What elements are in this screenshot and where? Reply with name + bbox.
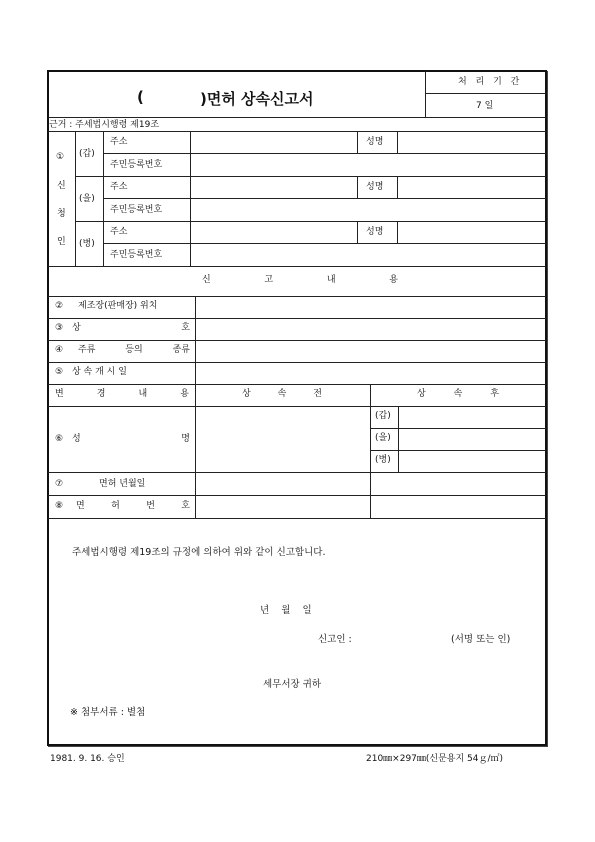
heir-tag: (병) xyxy=(375,455,391,465)
heir-byeong-name-field[interactable] xyxy=(399,451,545,471)
item-label-name xyxy=(72,435,190,444)
item-label-start-date: 상 속 개 시 일 xyxy=(72,367,127,377)
heir-eul-name-field[interactable] xyxy=(399,429,545,449)
applicant-tag: (병) xyxy=(79,239,95,249)
applicant-label-char: 신 xyxy=(57,181,66,191)
heir-tag: (을) xyxy=(375,433,391,443)
label-char: 상 xyxy=(72,323,81,333)
addressee: 세무서장 귀하 xyxy=(263,679,322,690)
name-label: 성명 xyxy=(366,227,384,237)
label-char: 허 xyxy=(111,501,120,511)
header-char: 경 xyxy=(96,389,106,399)
header-char: 전 xyxy=(313,389,322,399)
header-char: 상 xyxy=(242,389,251,399)
applicant-gap-address-field[interactable] xyxy=(191,132,356,152)
divider xyxy=(425,71,426,117)
form-title: )면허 상속신고서 xyxy=(200,90,314,108)
approval-date: 1981. 9. 16. 승인 xyxy=(50,754,125,764)
label-char: 종류 xyxy=(172,345,190,355)
location-field[interactable] xyxy=(196,297,545,317)
name-before-field[interactable] xyxy=(196,407,369,471)
applicant-eul-name-field[interactable] xyxy=(398,177,545,197)
applicant-byeong-rrn-field[interactable] xyxy=(191,244,545,265)
label-char: 등의 xyxy=(125,345,143,355)
header-char: 후 xyxy=(490,389,499,399)
declarant-field[interactable] xyxy=(368,630,448,648)
address-label: 주소 xyxy=(110,227,128,237)
label-char: 호 xyxy=(181,501,190,511)
applicant-gap-rrn-field[interactable] xyxy=(191,154,545,175)
applicant-eul-address-field[interactable] xyxy=(191,177,356,197)
item-number: ⑥ xyxy=(55,434,64,444)
name-label: 성명 xyxy=(366,182,384,192)
item-number: ⑦ xyxy=(55,479,64,489)
applicant-tag: (을) xyxy=(79,194,95,204)
heir-gap-name-field[interactable] xyxy=(399,407,545,427)
trade-name-field[interactable] xyxy=(196,319,545,339)
header-char: 속 xyxy=(277,389,287,399)
applicant-tag: (갑) xyxy=(79,149,95,159)
applicant-byeong-name-field[interactable] xyxy=(398,222,545,242)
applicant-label-char: 인 xyxy=(57,237,66,247)
item-number: ⑧ xyxy=(55,501,64,511)
license-date-after-field[interactable] xyxy=(371,473,545,494)
item-label-location: 제조장(판매장) 위치 xyxy=(78,301,158,311)
item-number: ③ xyxy=(55,323,64,333)
divider xyxy=(48,518,546,519)
processing-period-value: 7 일 xyxy=(476,101,494,111)
divider xyxy=(357,131,358,153)
legal-basis: 근거 : 주세법시행령 제19조 xyxy=(49,120,160,130)
header-char: 용 xyxy=(389,275,398,285)
item-label-license-date: 면허 년월일 xyxy=(99,479,146,489)
paper-spec: 210㎜×297㎜(신문용지 54ｇ/㎡) xyxy=(366,754,504,764)
address-label: 주소 xyxy=(110,182,128,192)
name-label: 성명 xyxy=(366,137,384,147)
liquor-type-field[interactable] xyxy=(196,341,545,361)
header-char: 내 xyxy=(326,275,336,285)
address-label: 주소 xyxy=(110,137,128,147)
item-number: ⑤ xyxy=(55,367,64,377)
applicant-byeong-address-field[interactable] xyxy=(191,222,356,242)
after-header xyxy=(417,390,499,399)
divider xyxy=(48,384,546,385)
applicant-gap-name-field[interactable] xyxy=(398,132,545,152)
divider xyxy=(48,117,546,118)
divider xyxy=(357,176,358,198)
header-char: 변 xyxy=(55,389,64,399)
applicant-number: ① xyxy=(56,152,65,162)
heir-tag: (갑) xyxy=(375,411,391,421)
applicant-label-char: 청 xyxy=(57,209,66,219)
rrn-label: 주민등록번호 xyxy=(110,250,163,260)
license-date-before-field[interactable] xyxy=(196,473,369,494)
item-number: ④ xyxy=(55,345,64,355)
divider xyxy=(48,266,546,267)
title-paren-open: ( xyxy=(137,88,144,106)
header-char: 상 xyxy=(417,389,426,399)
license-no-after-field[interactable] xyxy=(371,496,545,517)
license-no-before-field[interactable] xyxy=(196,496,369,517)
divider xyxy=(425,93,546,94)
attachment-note: ※ 첨부서류 : 별첨 xyxy=(70,707,146,718)
header-char: 속 xyxy=(453,389,463,399)
rrn-label: 주민등록번호 xyxy=(110,205,163,215)
declarant-label: 신고인 : xyxy=(318,634,352,645)
label-char: 주류 xyxy=(78,345,96,355)
applicant-eul-rrn-field[interactable] xyxy=(191,199,545,220)
header-char: 고 xyxy=(264,275,274,285)
rrn-label: 주민등록번호 xyxy=(110,160,163,170)
item-number: ② xyxy=(55,301,64,311)
date-line: 년 월 일 xyxy=(260,605,312,616)
inheritance-start-date-field[interactable] xyxy=(196,363,545,383)
processing-period-label: 처 리 기 간 xyxy=(458,77,523,87)
header-char: 내 xyxy=(138,389,148,399)
change-header xyxy=(55,390,189,399)
item-label-license-no xyxy=(76,502,190,511)
header-char: 신 xyxy=(202,275,211,285)
label-char: 번 xyxy=(146,501,155,511)
header-char: 용 xyxy=(180,389,189,399)
declaration-statement: 주세법시행령 제19조의 규정에 의하여 위와 같이 신고합니다. xyxy=(72,547,326,558)
divider xyxy=(357,221,358,243)
label-char: 성 xyxy=(72,434,81,444)
label-char: 호 xyxy=(181,323,190,333)
divider xyxy=(75,131,76,266)
label-char: 면 xyxy=(76,501,85,511)
label-char: 명 xyxy=(181,434,190,444)
before-header xyxy=(242,390,322,399)
signature-note: (서명 또는 인) xyxy=(451,634,511,645)
item-label-liquor-type xyxy=(78,346,190,355)
contents-header xyxy=(202,276,398,285)
item-label-trade-name xyxy=(72,324,190,333)
